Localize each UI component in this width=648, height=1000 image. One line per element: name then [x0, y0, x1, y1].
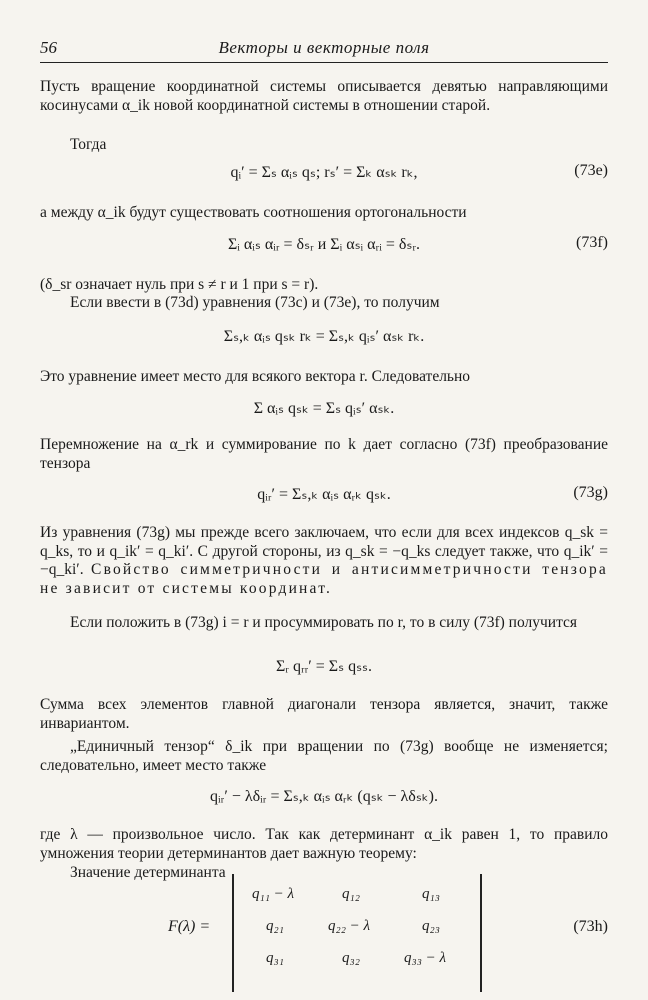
equation-formula: qᵢᵣ′ = Σₛ,ₖ αᵢₛ αᵣₖ qₛₖ.: [257, 486, 391, 503]
paragraph-4: (δ_sr означает нуль при s ≠ r и 1 при s = r).: [40, 276, 319, 293]
matrix-cell-23: q₂₃: [422, 918, 440, 934]
equation-intermediate-1: [40, 318, 608, 358]
paragraph-9: Если положить в (73g) i = r и просуммировать по r, то в силу (73f) получится: [70, 614, 578, 631]
determinant-right-bar: [480, 874, 482, 992]
determinant-lhs: F(λ) =: [168, 918, 211, 935]
equation-73f: [40, 226, 608, 266]
matrix-cell-32: q₃₂: [342, 950, 360, 966]
equation-number: (73e): [574, 162, 608, 179]
paragraph-2: Тогда: [70, 136, 107, 153]
matrix-cell-22: q₂₂ − λ: [328, 918, 371, 934]
equation-intermediate-2: [40, 390, 608, 430]
equation-formula: Σᵣ qᵣᵣ′ = Σₛ qₛₛ.: [275, 658, 373, 675]
matrix-cell-31: q₃₁: [266, 950, 284, 966]
equation-73h: [40, 872, 608, 992]
equation-number: (73f): [576, 234, 608, 251]
equation-number: (73g): [573, 484, 608, 501]
equation-formula: qᵢ′ = Σₛ αᵢₛ qₛ; rₛ′ = Σₖ αₛₖ rₖ,: [230, 164, 418, 181]
equation-formula: Σ αᵢₛ qₛₖ = Σₛ qᵢₛ′ αₛₖ.: [253, 400, 395, 417]
equation-73e: [40, 154, 608, 194]
paragraph-8-text: Из уравнения (73g) мы прежде всего заключаем, что если для всех индексов q_sk = q_ks, то и q_ik′ = q_ki′. С другой стороны, из q_sk = −q_ks следует также, что q_ik′ = −q_ki′.: [40, 524, 608, 578]
paragraph-8: [40, 524, 608, 598]
paragraph-5: Если ввести в (73d) уравнения (73c) и (73e), то получим: [70, 294, 440, 311]
equation-lambda: [40, 778, 608, 818]
matrix-cell-13: q₁₃: [422, 886, 440, 902]
matrix-cell-11: q₁₁ − λ: [252, 886, 295, 902]
paragraph-1: Пусть вращение координатной системы описывается девятью направляющими косинусами α_ik новой координатной системы в отношении старой.: [40, 78, 608, 114]
equation-trace: [40, 648, 608, 688]
page-number: 56: [40, 38, 57, 57]
chapter-title: Векторы и векторные поля: [218, 38, 430, 57]
matrix-cell-21: q₂₁: [266, 918, 284, 934]
paragraph-8-emphasis: Свойство симметричности и антисимметричности тензора не зависит от системы координат.: [40, 561, 609, 597]
equation-formula: Σᵢ αᵢₛ αᵢᵣ = δₛᵣ и Σᵢ αₛᵢ αᵣᵢ = δₛᵣ.: [227, 236, 421, 253]
equation-formula: Σₛ,ₖ αᵢₛ qₛₖ rₖ = Σₛ,ₖ qᵢₛ′ αₛₖ rₖ.: [223, 328, 425, 345]
paragraph-11: „Единичный тензор“ δ_ik при вращении по (73g) вообще не изменяется; следовательно, имеет место также: [40, 738, 608, 774]
paragraph-10: Сумма всех элементов главной диагонали тензора является, значит, также инвариантом.: [40, 696, 608, 732]
paragraph-3: а между α_ik будут существовать соотношения ортогональности: [40, 204, 467, 221]
paragraph-12: где λ — произвольное число. Так как детерминант α_ik равен 1, то правило умножения теории детерминантов дает важную теорему:: [40, 826, 608, 862]
equation-number: (73h): [573, 918, 608, 935]
paragraph-6: Это уравнение имеет место для всякого вектора r. Следовательно: [40, 368, 471, 385]
paragraph-7: Перемножение на α_rk и суммирование по k дает согласно (73f) преобразование тензора: [40, 436, 608, 472]
determinant-left-bar: [232, 874, 234, 992]
matrix-cell-12: q₁₂: [342, 886, 360, 902]
equation-formula: qᵢᵣ′ − λδᵢᵣ = Σₛ,ₖ αᵢₛ αᵣₖ (qₛₖ − λδₛₖ).: [210, 788, 438, 805]
matrix-cell-33: q₃₃ − λ: [404, 950, 447, 966]
running-header: [40, 38, 608, 63]
equation-73g: [40, 476, 608, 516]
paragraph-13: Значение детерминанта: [70, 864, 226, 881]
